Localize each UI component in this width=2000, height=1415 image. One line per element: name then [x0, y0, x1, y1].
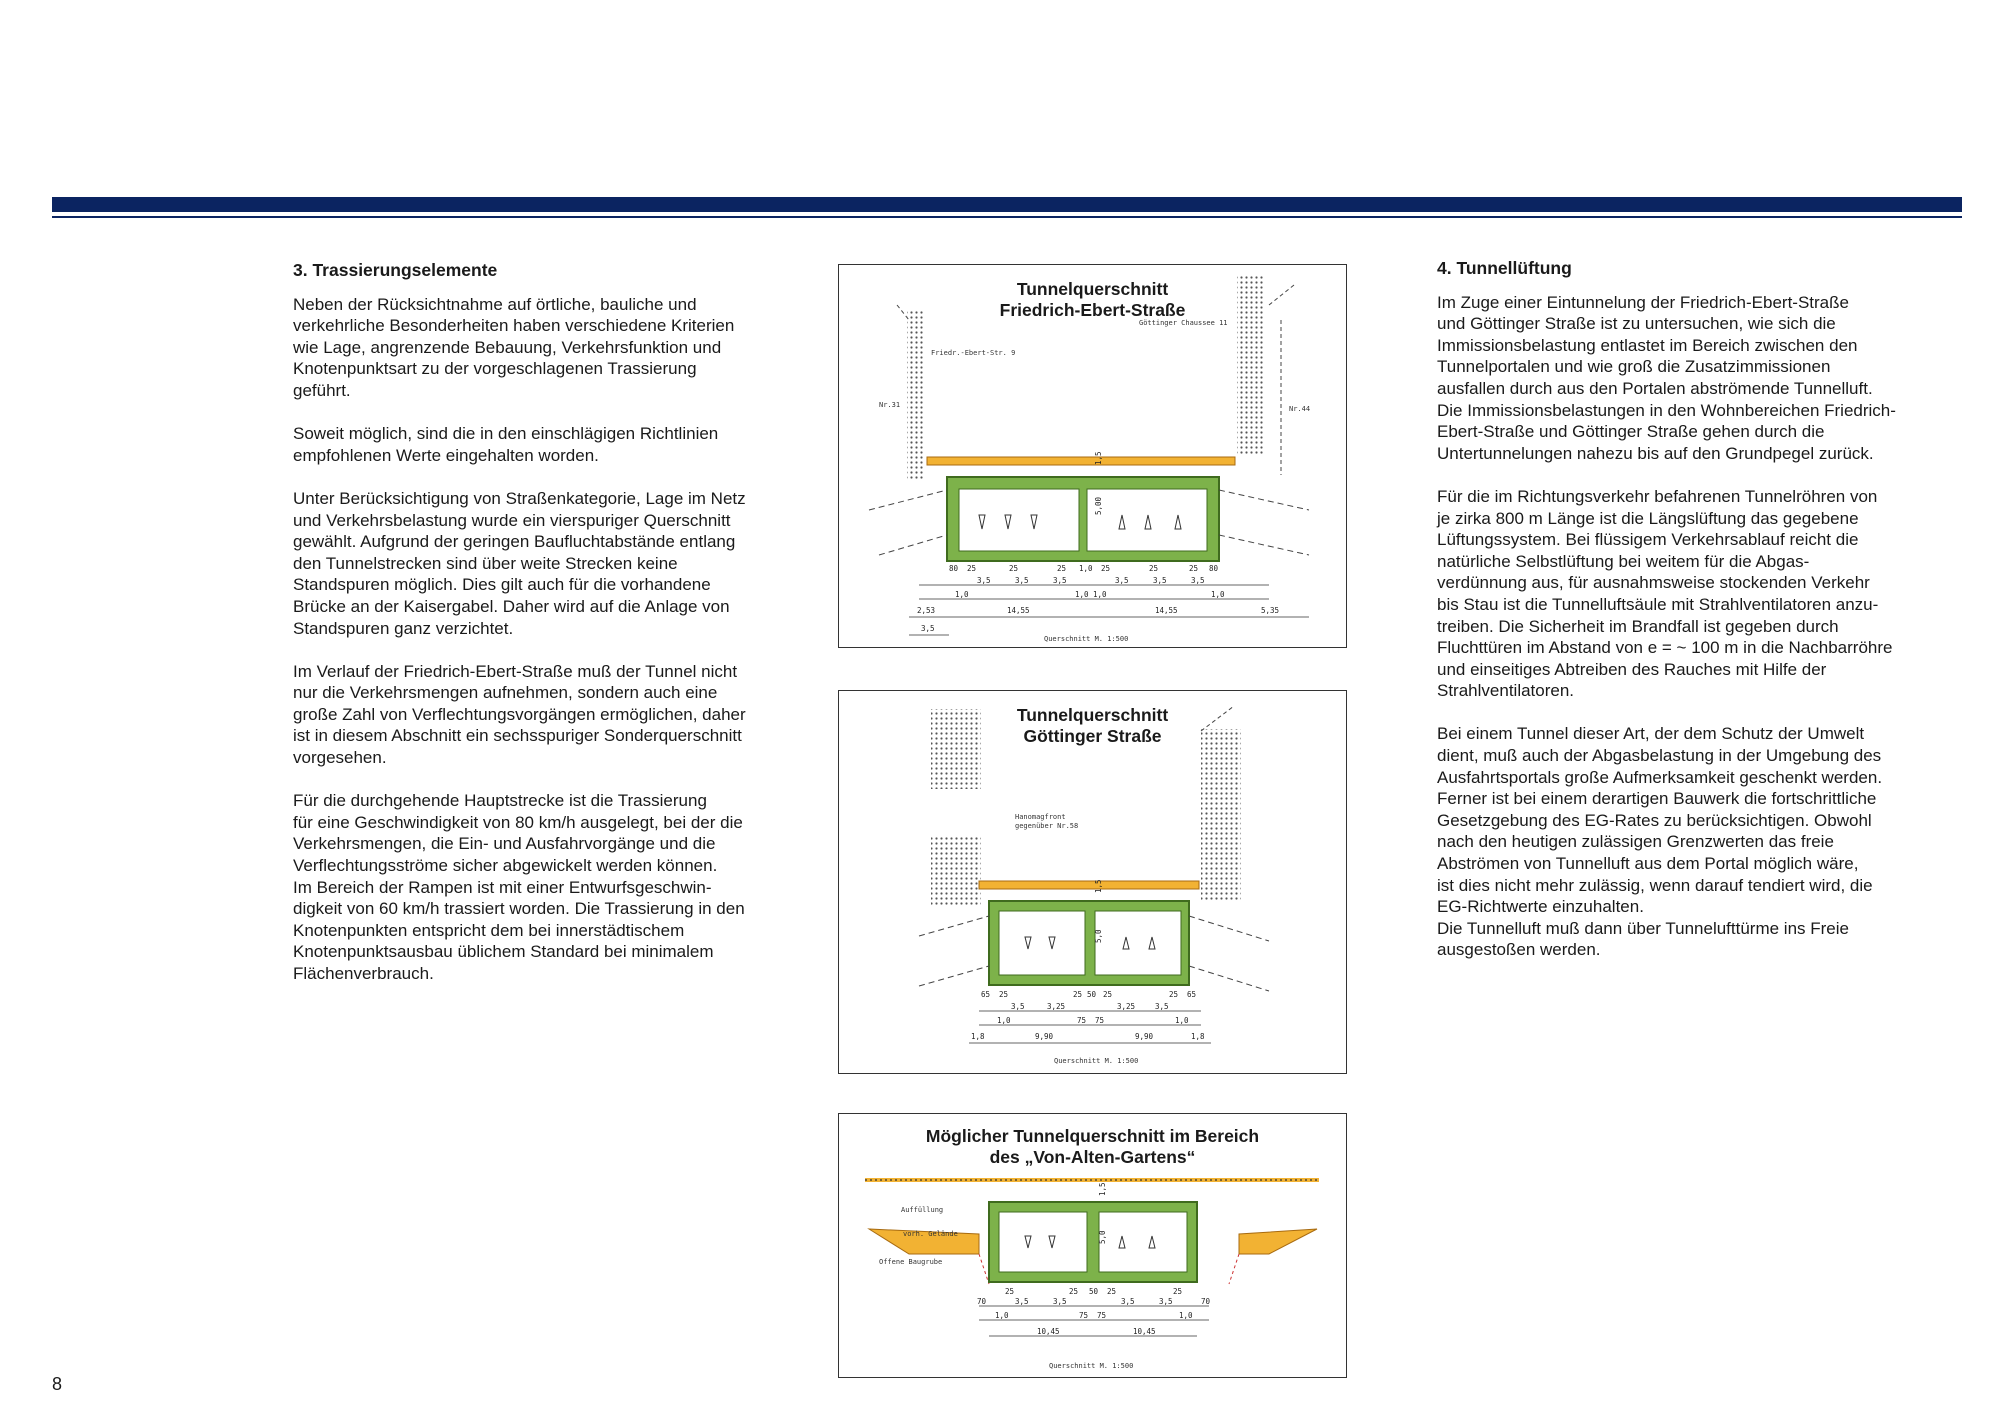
- dim: 75: [1077, 1016, 1087, 1025]
- road-surface: [979, 881, 1199, 889]
- label-right-building: Göttinger Chaussee 11: [1139, 319, 1228, 327]
- dim: 25: [1169, 990, 1179, 999]
- paragraph: Für die im Richtungsverkehr befahrenen Tunnelröhren von je zirka 800 m Länge ist die Längslüftung das gegebene Lüftungssystem. Bei flüssigem Verkehrsablauf reicht die natürliche Selbstlüftung bei weitem für die Abgas- verdünnung aus, für ausnahmsweise stockenden Verkehr bis Stau ist die Tunnelluftsäule mit Strahlventilatoren anzu- treiben. Die Sicherheit im Brandfall ist gegeben durch Fluchttüren im Abstand von e = ~ 100 m in die Nachbarröhre und einseitiges Abtreiben des Rauches mit Hilfe der Strahlventilatoren.: [1437, 486, 1893, 701]
- header-rule: [52, 216, 1962, 218]
- dim: 5,35: [1261, 606, 1280, 615]
- dim: 3,25: [1047, 1002, 1066, 1011]
- dim: 1,0: [1093, 590, 1107, 599]
- dim: 25: [1173, 1287, 1183, 1296]
- paragraph: Soweit möglich, sind die in den einschlägigen Richtlinien empfohlenen Werte eingehalten worden.: [293, 424, 719, 465]
- dim: 14,55: [1155, 606, 1178, 615]
- page-number: 8: [52, 1374, 63, 1394]
- dim: 3,5: [1053, 1297, 1067, 1306]
- dim: 3,5: [977, 576, 991, 585]
- dim: 3,5: [1115, 576, 1129, 585]
- section-heading-trassierung: 3. Trassierungselemente: [293, 260, 498, 280]
- figure-goettinger: [838, 690, 1347, 1074]
- dim: 1,0: [997, 1016, 1011, 1025]
- dim: 25: [1073, 990, 1083, 999]
- label-fill: Auffüllung: [901, 1206, 944, 1214]
- label-right-no: Nr.44: [1289, 405, 1311, 413]
- dim: 10,45: [1037, 1327, 1060, 1336]
- right-column: [1437, 258, 1927, 983]
- dim: 25: [1107, 1287, 1117, 1296]
- dim: 1,8: [1191, 1032, 1205, 1041]
- section-heading-tunnelluftung: 4. Tunnellüftung: [1437, 258, 1572, 278]
- building-left: [907, 310, 923, 480]
- figure-caption: Querschnitt M. 1:500: [1049, 1362, 1134, 1370]
- dim: 50: [1087, 990, 1097, 999]
- label-height: 5,0: [1094, 929, 1103, 943]
- dim: 3,5: [1053, 576, 1067, 585]
- dim: 80: [1209, 564, 1219, 573]
- figure-caption: Querschnitt M. 1:500: [1044, 635, 1129, 643]
- dim: 3,5: [1011, 1002, 1025, 1011]
- figure-friedrich-ebert: [838, 264, 1347, 648]
- header-bar: [52, 197, 1962, 212]
- label-left-no: Nr.31: [879, 401, 901, 409]
- dim: 9,90: [1135, 1032, 1154, 1041]
- label-cover: 1,5: [1094, 879, 1103, 893]
- dim: 3,5: [921, 624, 935, 633]
- dim: 25: [967, 564, 977, 573]
- paragraph: Im Verlauf der Friedrich-Ebert-Straße muß der Tunnel nicht nur die Verkehrsmengen aufnehmen, sondern auch eine große Zahl von Verflechtungsvorgängen ermöglichen, daher ist in diesem Abschnitt ein sechsspuriger Sonderquerschnitt vorgesehen.: [293, 661, 746, 768]
- dim: 75: [1095, 1016, 1105, 1025]
- dim: 25: [1189, 564, 1199, 573]
- figure-title: Tunnelquerschnitt Friedrich-Ebert-Straße: [999, 279, 1186, 320]
- label-height: 5,00: [1094, 496, 1103, 515]
- dim: 3,5: [1015, 576, 1029, 585]
- paragraph: Unter Berücksichtigung von Straßenkategorie, Lage im Netz und Verkehrsbelastung wurde ein vierspuriger Querschnitt gewählt. Aufgrund der geringen Baufluchtabstände entlang den Tunnelstrecken sind über weite Strecken keine Standspuren möglich. Dies gilt auch für die vorhandene Brücke an der Kaisergabel. Daher wird auf die Anlage von Standspuren ganz verzichtet.: [293, 488, 746, 638]
- dim: 75: [1097, 1311, 1107, 1320]
- dim: 70: [1201, 1297, 1211, 1306]
- dim: 25: [1101, 564, 1111, 573]
- dim: 25: [999, 990, 1009, 999]
- label-cover: 1,5: [1094, 451, 1103, 465]
- dim: 65: [1187, 990, 1197, 999]
- left-column: [293, 260, 773, 1006]
- paragraph: Im Zuge einer Eintunnelung der Friedrich-Ebert-Straße und Göttinger Straße ist zu untersuchen, wie sich die Immissionsbelastung entlastet im Bereich zwischen den Tunnelportalen und wie groß die Zusatzimmissionen ausfallen durch aus den Portalen abströmende Tunnelluft. Die Immissionsbelastungen in den Wohnbereichen Friedrich- Ebert-Straße und Göttinger Straße gehen durch die Untertunnelungen nahezu bis auf den Grundpegel zurück.: [1437, 292, 1896, 463]
- label-pit: Offene Baugrube: [879, 1258, 943, 1266]
- dim: 75: [1079, 1311, 1089, 1320]
- dim: 3,5: [1153, 576, 1167, 585]
- label-height: 5,0: [1098, 1230, 1107, 1244]
- dim: 1,0: [1211, 590, 1225, 599]
- figure-caption: Querschnitt M. 1:500: [1054, 1057, 1139, 1065]
- figure-title: Tunnelquerschnitt Göttinger Straße: [1016, 705, 1169, 746]
- building-right: [1201, 729, 1241, 901]
- dim: 9,90: [1035, 1032, 1054, 1041]
- dim: 70: [977, 1297, 987, 1306]
- dim: 65: [981, 990, 991, 999]
- figure-von-alten-gartens: [838, 1113, 1347, 1378]
- dim: 1,0: [1179, 1311, 1193, 1320]
- building-left-lower: [931, 836, 981, 906]
- dim: 1,0: [1075, 590, 1089, 599]
- dim: 1,8: [971, 1032, 985, 1041]
- dim: 3,5: [1155, 1002, 1169, 1011]
- label-left-building: Friedr.-Ebert-Str. 9: [931, 349, 1016, 357]
- cross-section-drawing: [839, 265, 1346, 647]
- figure-title: Möglicher Tunnelquerschnitt im Bereich des „Von-Alten-Gartens“: [925, 1126, 1260, 1167]
- dim: 25: [1149, 564, 1159, 573]
- label-ground: vorh. Gelände: [903, 1230, 958, 1238]
- dim: 25: [1103, 990, 1113, 999]
- paragraph: Neben der Rücksichtnahme auf örtliche, bauliche und verkehrliche Besonderheiten haben verschiedene Kriterien wie Lage, angrenzende Bebauung, Verkehrsfunktion und Knotenpunktsart zu der vorgeschlagenen Trassierung geführt.: [293, 294, 735, 400]
- label-building: Hanomagfront gegenüber Nr.58: [1015, 813, 1079, 830]
- dim: 25: [1009, 564, 1019, 573]
- paragraph: Für die durchgehende Hauptstrecke ist die Trassierung für eine Geschwindigkeit von 80 km/h ausgelegt, bei der die Verkehrsmengen, die Ein- und Ausfahrvorgänge und die Verflechtungsströme sicher abgewickelt werden können. Im Bereich der Rampen ist mit einer Entwurfsgeschwin- digkeit von 60 km/h trassiert worden. Die Trassierung in den Knotenpunkten entspricht dem bei innerstädtischem Knotenpunktsausbau üblichem Standard bei minimalem Flächenverbrauch.: [293, 791, 745, 983]
- paragraph: Bei einem Tunnel dieser Art, der dem Schutz der Umwelt dient, muß auch der Abgasbelastung in der Umgebung des Ausfahrtsportals große Aufmerksamkeit geschenkt werden. Ferner ist bei einem derartigen Bauwerk die fortschrittliche Gesetzgebung des EG-Rates zu berücksichtigen. Obwohl nach den heutigen zulässigen Grenzwerten das freie Abströmen von Tunnelluft aus dem Portal möglich wäre, ist dies nicht mehr zulässig, wenn darauf tendiert wird, die EG-Richtwerte einzuhalten. Die Tunnelluft muß dann über Tunnelufttürme ins Freie ausgestoßen werden.: [1437, 724, 1883, 960]
- dim: 1,0: [995, 1311, 1009, 1320]
- dim: 25: [1057, 564, 1067, 573]
- dim: 10,45: [1133, 1327, 1156, 1336]
- dim: 3,5: [1121, 1297, 1135, 1306]
- dim: 25: [1005, 1287, 1015, 1296]
- dim: 3,25: [1117, 1002, 1136, 1011]
- dim: 1,0: [955, 590, 969, 599]
- dim: 14,55: [1007, 606, 1030, 615]
- dim: 3,5: [1015, 1297, 1029, 1306]
- cross-section-drawing: [839, 691, 1346, 1073]
- dim: 80: [949, 564, 959, 573]
- dim: 50: [1089, 1287, 1099, 1296]
- dim: 2,53: [917, 606, 936, 615]
- dim: 25: [1069, 1287, 1079, 1296]
- road-surface: [927, 457, 1235, 465]
- dim: 1,0: [1079, 564, 1093, 573]
- label-cover: 1,5: [1098, 1182, 1107, 1196]
- dim: 3,5: [1191, 576, 1205, 585]
- dim: 1,0: [1175, 1016, 1189, 1025]
- dim: 3,5: [1159, 1297, 1173, 1306]
